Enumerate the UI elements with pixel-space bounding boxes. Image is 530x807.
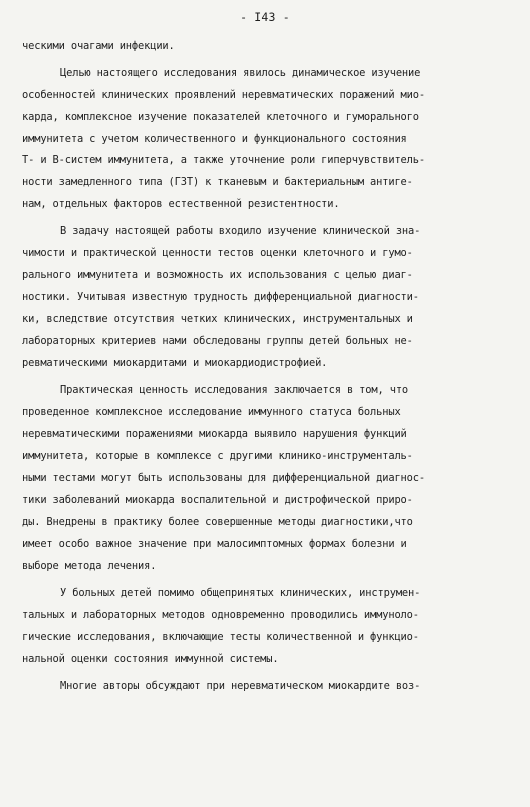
text-line: рального иммунитета и возможность их использования с целью диаг-	[22, 269, 413, 281]
text-line: ревматическими миокардитами и миокардиодистрофией.	[22, 357, 328, 369]
text-line: ности замедленного типа (ГЗТ) к тканевым и бактериальным антиге-	[22, 176, 413, 188]
text-line: неревматическими поражениями миокарда выявило нарушения функций	[22, 428, 407, 440]
text-line: Практическая ценность исследования заключается в том, что	[60, 384, 409, 396]
text-line: иммунитета, которые в комплексе с другими клинико-инструменталь-	[22, 450, 413, 462]
text-line: лабораторных критериев нами обследованы группы детей больных не-	[22, 335, 413, 347]
text-line: особенностей клинических проявлений неревматических поражений мио-	[22, 89, 425, 101]
text-line: проведенное комплексное исследование иммунного статуса больных	[22, 406, 401, 418]
text-line: чимости и практической ценности тестов оценки клеточного и гумо-	[22, 247, 413, 259]
text-line: ды. Внедрены в практику более совершенные методы диагностики,что	[22, 516, 413, 528]
text-line: Т- и В-систем иммунитета, а также уточнение роли гиперчувствитель-	[22, 154, 425, 166]
text-line: гические исследования, включающие тесты количественной и функцио-	[22, 631, 419, 643]
text-line: У больных детей помимо общепринятых клинических, инструмен-	[60, 587, 421, 599]
text-line: В задачу настоящей работы входило изучение клинической зна-	[60, 225, 421, 237]
text-line: нальной оценки состояния иммунной системы.	[22, 653, 279, 665]
text-line: выборе метода лечения.	[22, 560, 157, 572]
text-line: тальных и лабораторных методов одновременно проводились иммуноло-	[22, 609, 419, 621]
text-line: ными тестами могут быть использованы для дифференциальной диагнос-	[22, 472, 425, 484]
text-line: ки, вследствие отсутствия четких клинических, инструментальных и	[22, 313, 413, 325]
text-line: тики заболеваний миокарда воспалительной и дистрофической приро-	[22, 494, 413, 506]
text-line: ческими очагами инфекции.	[22, 40, 175, 52]
text-line: карда, комплексное изучение показателей клеточного и гуморального	[22, 111, 419, 123]
page-number: - I43 -	[240, 10, 290, 24]
text-line: нам, отдельных факторов естественной резистентности.	[22, 198, 340, 210]
text-line: имеет особо важное значение при малосимптомных формах болезни и	[22, 538, 407, 550]
text-line: Многие авторы обсуждают при неревматическом миокардите воз-	[60, 680, 421, 692]
text-line: иммунитета с учетом количественного и функционального состояния	[22, 133, 407, 145]
text-line: Целью настоящего исследования явилось динамическое изучение	[60, 67, 421, 79]
text-line: ностики. Учитывая известную трудность дифференциальной диагности-	[22, 291, 419, 303]
